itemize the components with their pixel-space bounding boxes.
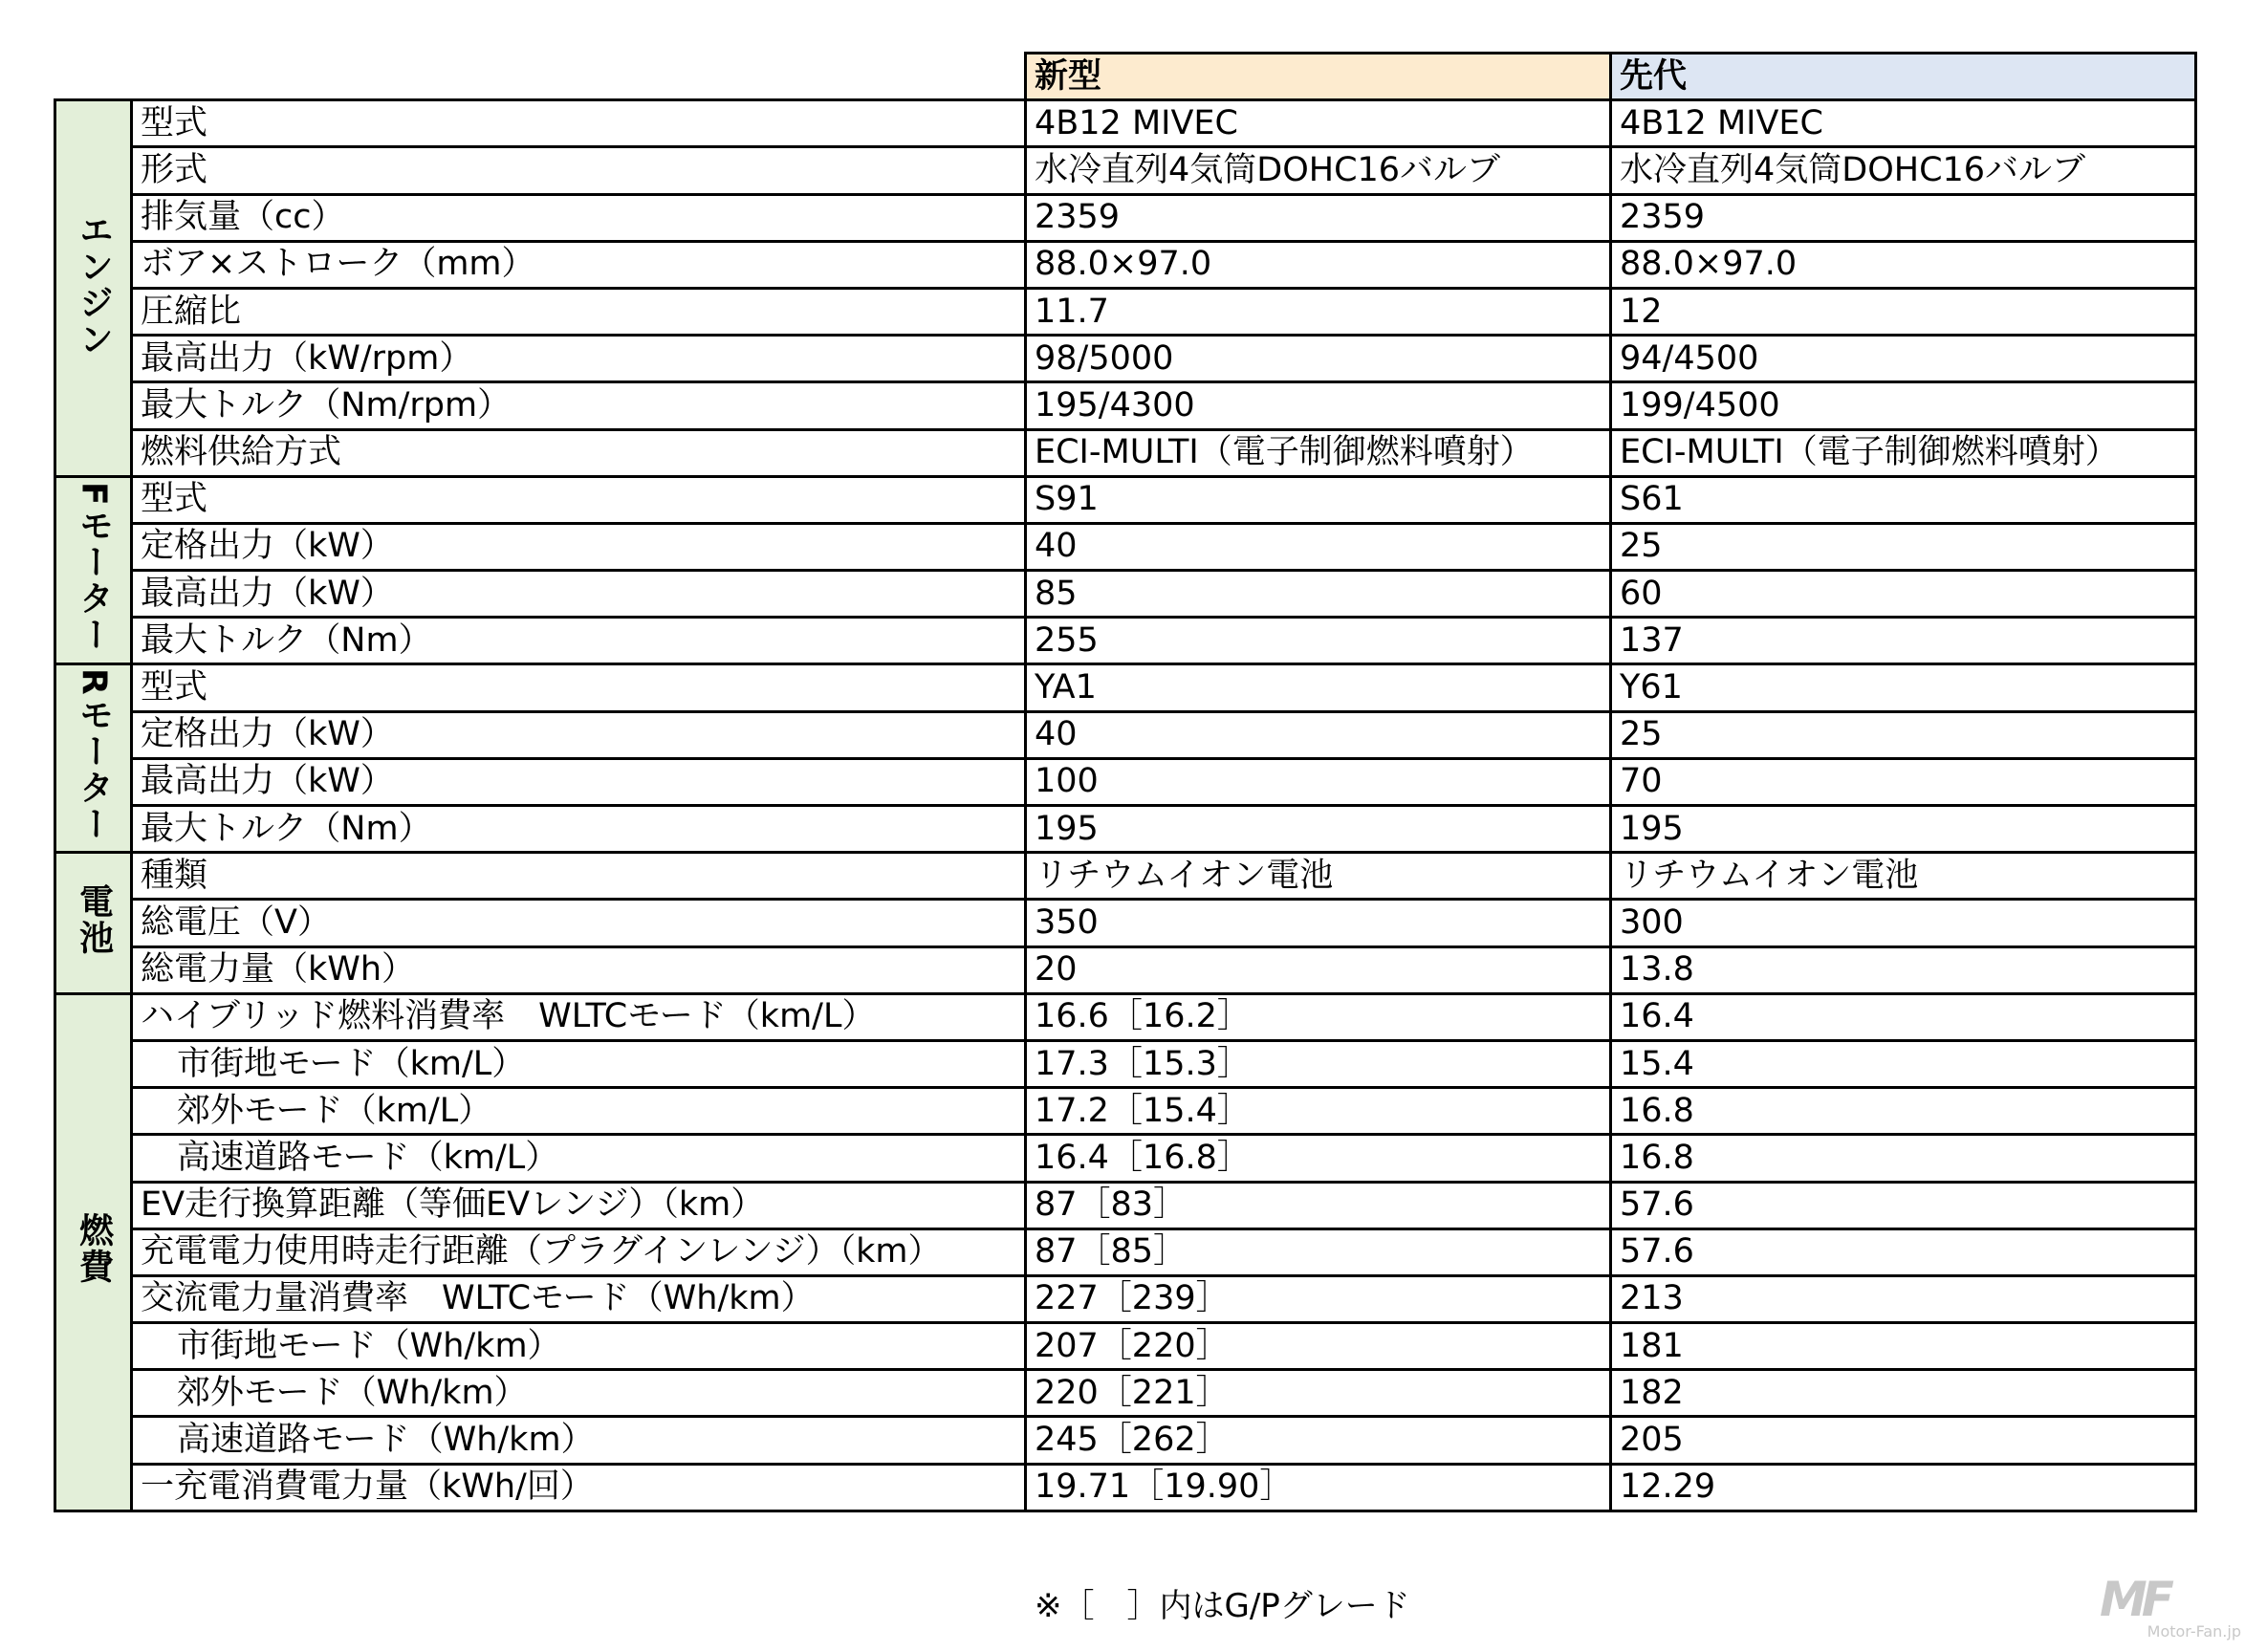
table-row <box>55 711 2196 758</box>
value-old: 57.6 <box>1611 1228 2196 1275</box>
value-new: 4B12 MIVEC <box>1026 100 1611 147</box>
table-row <box>55 1417 2196 1464</box>
table-row <box>55 618 2196 664</box>
value-old: 16.8 <box>1611 1135 2196 1182</box>
group-label: 燃費 <box>74 1212 114 1286</box>
spec-item: 最高出力（kW/rpm） <box>132 336 1026 382</box>
value-old: S61 <box>1611 476 2196 523</box>
spec-item: 市街地モード（km/L） <box>132 1040 1026 1087</box>
value-new: 87［83］ <box>1026 1182 1611 1228</box>
value-old: 12 <box>1611 288 2196 335</box>
spec-item: 型式 <box>132 100 1026 147</box>
table-row <box>55 1135 2196 1182</box>
table-row <box>55 853 2196 900</box>
value-new: 195/4300 <box>1026 382 1611 429</box>
value-old: ECI-MULTI（電子制御燃料噴射） <box>1611 429 2196 476</box>
spec-item: 高速道路モード（km/L） <box>132 1135 1026 1182</box>
spec-item: 定格出力（kW） <box>132 523 1026 570</box>
table-row <box>55 1370 2196 1417</box>
table-row <box>55 571 2196 618</box>
spec-item: ボア×ストローク（mm） <box>132 241 1026 288</box>
spec-item: 一充電消費電力量（kWh/回） <box>132 1464 1026 1511</box>
table-row <box>55 946 2196 993</box>
table-body <box>55 100 2196 1511</box>
spec-item: 圧縮比 <box>132 288 1026 335</box>
group-label-cell <box>55 993 132 1511</box>
value-old: 181 <box>1611 1323 2196 1370</box>
column-header-old: 先代 <box>1611 54 2196 100</box>
table-row <box>55 1182 2196 1228</box>
value-new: S91 <box>1026 476 1611 523</box>
spec-item: 排気量（cc） <box>132 194 1026 241</box>
spec-item: 最大トルク（Nm） <box>132 806 1026 853</box>
spec-item: EV走行換算距離（等価EVレンジ）（km） <box>132 1182 1026 1228</box>
spec-item: 総電力量（kWh） <box>132 946 1026 993</box>
value-new: 220［221］ <box>1026 1370 1611 1417</box>
table-row <box>55 1323 2196 1370</box>
table-row <box>55 476 2196 523</box>
value-new: 11.7 <box>1026 288 1611 335</box>
value-new: 17.3［15.3］ <box>1026 1040 1611 1087</box>
spec-item: 燃料供給方式 <box>132 429 1026 476</box>
table-row <box>55 241 2196 288</box>
footnote: ※［ ］内はG/Pグレード <box>1035 1587 1410 1625</box>
spec-item: 郊外モード（km/L） <box>132 1088 1026 1135</box>
value-old: 25 <box>1611 711 2196 758</box>
spec-item: 最高出力（kW） <box>132 758 1026 805</box>
motor-fan-logo <box>2100 1572 2241 1646</box>
group-label: 電池 <box>74 882 114 956</box>
spec-item: 定格出力（kW） <box>132 711 1026 758</box>
value-new: 88.0×97.0 <box>1026 241 1611 288</box>
value-old: 70 <box>1611 758 2196 805</box>
table-row <box>55 806 2196 853</box>
value-old: 12.29 <box>1611 1464 2196 1511</box>
table-row <box>55 1228 2196 1275</box>
table-row <box>55 1275 2196 1322</box>
value-new: 85 <box>1026 571 1611 618</box>
table-row <box>55 100 2196 147</box>
table-row <box>55 900 2196 946</box>
value-old: 88.0×97.0 <box>1611 241 2196 288</box>
table-row <box>55 758 2196 805</box>
spec-item: 最大トルク（Nm/rpm） <box>132 382 1026 429</box>
table-row <box>55 382 2196 429</box>
header-blank <box>55 54 1026 100</box>
group-label-cell <box>55 664 132 853</box>
spec-item: 種類 <box>132 853 1026 900</box>
value-old: 16.4 <box>1611 993 2196 1040</box>
group-label: エンジン <box>74 211 114 358</box>
value-old: 205 <box>1611 1417 2196 1464</box>
value-new: 水冷直列4気筒DOHC16バルブ <box>1026 147 1611 194</box>
table-row <box>55 336 2196 382</box>
value-old: 15.4 <box>1611 1040 2196 1087</box>
spec-item: 総電圧（V） <box>132 900 1026 946</box>
value-new: 350 <box>1026 900 1611 946</box>
table-row <box>55 288 2196 335</box>
value-old: 16.8 <box>1611 1088 2196 1135</box>
spec-item: 市街地モード（Wh/km） <box>132 1323 1026 1370</box>
value-old: 199/4500 <box>1611 382 2196 429</box>
table-row <box>55 523 2196 570</box>
value-old: 213 <box>1611 1275 2196 1322</box>
value-old: 182 <box>1611 1370 2196 1417</box>
spec-comparison-table <box>54 52 2197 1512</box>
value-new: 245［262］ <box>1026 1417 1611 1464</box>
logo-mark: MF <box>2100 1572 2169 1627</box>
table-row <box>55 664 2196 711</box>
group-label: Rモーター <box>74 667 114 842</box>
value-new: 20 <box>1026 946 1611 993</box>
value-new: 195 <box>1026 806 1611 853</box>
table-row <box>55 194 2196 241</box>
table-row <box>55 993 2196 1040</box>
group-label-cell <box>55 853 132 994</box>
value-new: YA1 <box>1026 664 1611 711</box>
value-old: 4B12 MIVEC <box>1611 100 2196 147</box>
logo-site: Motor-Fan.jp <box>2147 1622 2241 1641</box>
spec-item: 型式 <box>132 476 1026 523</box>
value-new: 17.2［15.4］ <box>1026 1088 1611 1135</box>
value-new: リチウムイオン電池 <box>1026 853 1611 900</box>
value-old: 94/4500 <box>1611 336 2196 382</box>
value-old: 13.8 <box>1611 946 2196 993</box>
value-old: 60 <box>1611 571 2196 618</box>
value-new: 19.71［19.90］ <box>1026 1464 1611 1511</box>
spec-item: 高速道路モード（Wh/km） <box>132 1417 1026 1464</box>
value-old: 300 <box>1611 900 2196 946</box>
value-old: リチウムイオン電池 <box>1611 853 2196 900</box>
table-row <box>55 1464 2196 1511</box>
value-new: 227［239］ <box>1026 1275 1611 1322</box>
column-header-new: 新型 <box>1026 54 1611 100</box>
value-old: 2359 <box>1611 194 2196 241</box>
value-old: 25 <box>1611 523 2196 570</box>
value-new: 16.6［16.2］ <box>1026 993 1611 1040</box>
value-new: 40 <box>1026 523 1611 570</box>
value-new: 207［220］ <box>1026 1323 1611 1370</box>
value-new: 87［85］ <box>1026 1228 1611 1275</box>
value-old: 水冷直列4気筒DOHC16バルブ <box>1611 147 2196 194</box>
spec-item: ハイブリッド燃料消費率 WLTCモード（km/L） <box>132 993 1026 1040</box>
spec-item: 交流電力量消費率 WLTCモード（Wh/km） <box>132 1275 1026 1322</box>
value-old: 195 <box>1611 806 2196 853</box>
value-old: 137 <box>1611 618 2196 664</box>
value-new: 100 <box>1026 758 1611 805</box>
table-header-row <box>55 54 2196 100</box>
value-new: 2359 <box>1026 194 1611 241</box>
spec-item: 郊外モード（Wh/km） <box>132 1370 1026 1417</box>
value-old: 57.6 <box>1611 1182 2196 1228</box>
group-label-cell <box>55 100 132 477</box>
table-row <box>55 147 2196 194</box>
value-new: 255 <box>1026 618 1611 664</box>
value-new: ECI-MULTI（電子制御燃料噴射） <box>1026 429 1611 476</box>
group-label-cell <box>55 476 132 664</box>
value-new: 98/5000 <box>1026 336 1611 382</box>
value-new: 40 <box>1026 711 1611 758</box>
group-label: Fモーター <box>74 481 114 653</box>
table-row <box>55 1088 2196 1135</box>
spec-item: 充電電力使用時走行距離（プラグインレンジ）（km） <box>132 1228 1026 1275</box>
value-new: 16.4［16.8］ <box>1026 1135 1611 1182</box>
spec-item: 最大トルク（Nm） <box>132 618 1026 664</box>
value-old: Y61 <box>1611 664 2196 711</box>
spec-item: 形式 <box>132 147 1026 194</box>
table-row <box>55 429 2196 476</box>
spec-item: 型式 <box>132 664 1026 711</box>
table-row <box>55 1040 2196 1087</box>
spec-item: 最高出力（kW） <box>132 571 1026 618</box>
